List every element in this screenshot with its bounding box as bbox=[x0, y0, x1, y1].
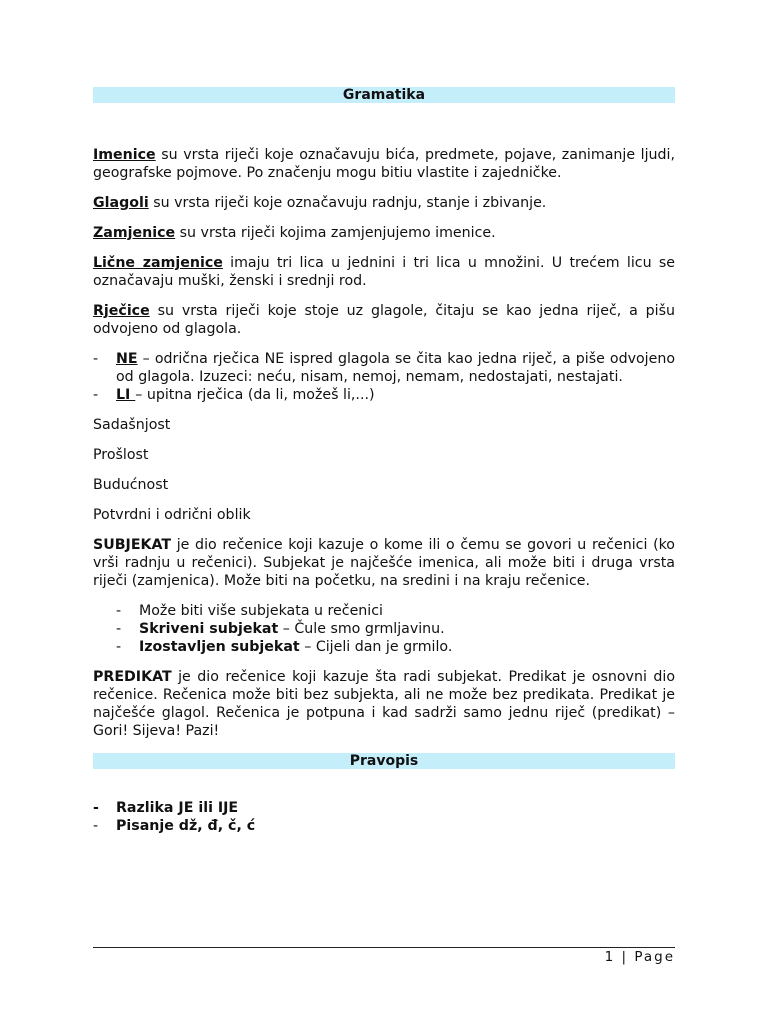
list-item-text: – Cijeli dan je grmilo. bbox=[299, 639, 453, 655]
plain-line-sadasnjost: Sadašnjost bbox=[93, 417, 171, 433]
paragraph-zamjenice bbox=[93, 224, 675, 242]
list-item bbox=[93, 620, 675, 638]
term-zamjenice: Zamjenice bbox=[93, 225, 176, 241]
list-dash: - bbox=[93, 387, 99, 403]
list-item-text: – upitna rječica (da li, možeš li,...) bbox=[135, 387, 375, 403]
plain-line-proslost: Prošlost bbox=[93, 447, 149, 463]
term-glagoli: Glagoli bbox=[93, 195, 149, 211]
list-item-text: – odrična rječica NE ispred glagola se čita kao jedna riječ, a piše odvojeno od glagola. Izuzeci: neću, nisam, nemoj, nemam, nedostajati, nestajati. bbox=[116, 351, 675, 385]
section-heading-pravopis bbox=[93, 753, 675, 769]
plain-line-potvrdni: Potvrdni i odrični oblik bbox=[93, 507, 251, 523]
definition-rjecice: su vrsta riječi koje stoje uz glagole, čitaju se kao jedna riječ, a pišu odvojeno od glagola. bbox=[93, 303, 675, 337]
list-item bbox=[93, 350, 675, 386]
list-item-text: Pisanje dž, đ, č, ć bbox=[116, 818, 256, 834]
definition-licne-zamjenice: imaju tri lica u jednini i tri lica u množini. U trećem licu se označavaju muški, ženski i srednji rod. bbox=[93, 255, 676, 289]
term-imenice: Imenice bbox=[93, 147, 156, 163]
paragraph-glagoli bbox=[93, 194, 675, 212]
page-number: 1 | Page bbox=[604, 949, 675, 965]
definition-zamjenice: su vrsta riječi kojima zamjenjujemo imenice. bbox=[175, 225, 496, 241]
term-skriveni-subjekat: Skriveni subjekat bbox=[139, 621, 279, 637]
footer-divider bbox=[93, 947, 675, 948]
list-item-text: Razlika JE ili IJE bbox=[116, 800, 239, 816]
list-item bbox=[93, 799, 675, 817]
term-ne: NE bbox=[116, 351, 138, 367]
term-rjecice: Rječice bbox=[93, 303, 150, 319]
rjecice-list bbox=[93, 350, 675, 404]
list-dash: - bbox=[93, 351, 99, 367]
definition-subjekat: je dio rečenice koji kazuje o kome ili o čemu se govori u rečenici (ko vrši radnju u rečenici). Subjekat je najčešće imenica, ali može biti i druga vrsta riječi (zamjenica). Može biti na početku, na sredini i na kraju rečenice. bbox=[93, 537, 675, 589]
plain-line-buducnost: Budućnost bbox=[93, 477, 169, 493]
definition-imenice: su vrsta riječi koje označavuju bića, predmete, pojave, zanimanje ljudi, geografske pojmove. Po značenju mogu bitiu vlastite i zajedničke. bbox=[93, 147, 675, 181]
list-item bbox=[93, 638, 675, 656]
paragraph-imenice bbox=[93, 146, 675, 182]
list-item-text: – Čule smo grmljavinu. bbox=[278, 621, 445, 637]
definition-predikat: je dio rečenice koji kazuje šta radi subjekat. Predikat je osnovni dio rečenice. Rečenica može biti bez subjekta, ali ne može bez predikata. Predikat je najčešće glagol. Rečenica je potpuna i kad sadrži samo jednu riječ (predikat) – Gori! Sijeva! Pazi! bbox=[93, 669, 675, 739]
term-li: LI bbox=[116, 387, 136, 403]
list-item bbox=[93, 817, 675, 835]
paragraph-rjecice bbox=[93, 302, 675, 338]
term-subjekat: SUBJEKAT bbox=[93, 537, 172, 553]
section-title-gramatika: Gramatika bbox=[342, 87, 426, 103]
term-predikat: PREDIKAT bbox=[93, 669, 172, 685]
term-izostavljen-subjekat: Izostavljen subjekat bbox=[139, 639, 300, 655]
section-title-pravopis: Pravopis bbox=[349, 753, 419, 769]
list-dash: - bbox=[116, 639, 122, 655]
list-item-text: Može biti više subjekata u rečenici bbox=[139, 603, 383, 619]
list-item bbox=[93, 386, 675, 404]
document-page bbox=[93, 87, 675, 835]
subjekat-list bbox=[93, 602, 675, 656]
list-dash: - bbox=[116, 621, 122, 637]
list-dash: - bbox=[93, 818, 99, 834]
section-heading-gramatika bbox=[93, 87, 675, 103]
list-item bbox=[93, 602, 675, 620]
term-licne-zamjenice: Lične zamjenice bbox=[93, 255, 223, 271]
paragraph-predikat bbox=[93, 668, 675, 740]
paragraph-licne-zamjenice bbox=[93, 254, 675, 290]
pravopis-list bbox=[93, 799, 675, 835]
list-dash: - bbox=[116, 603, 122, 619]
definition-glagoli: su vrsta riječi koje označavuju radnju, stanje i zbivanje. bbox=[148, 195, 547, 211]
paragraph-subjekat bbox=[93, 536, 675, 590]
list-dash: - bbox=[93, 800, 99, 816]
